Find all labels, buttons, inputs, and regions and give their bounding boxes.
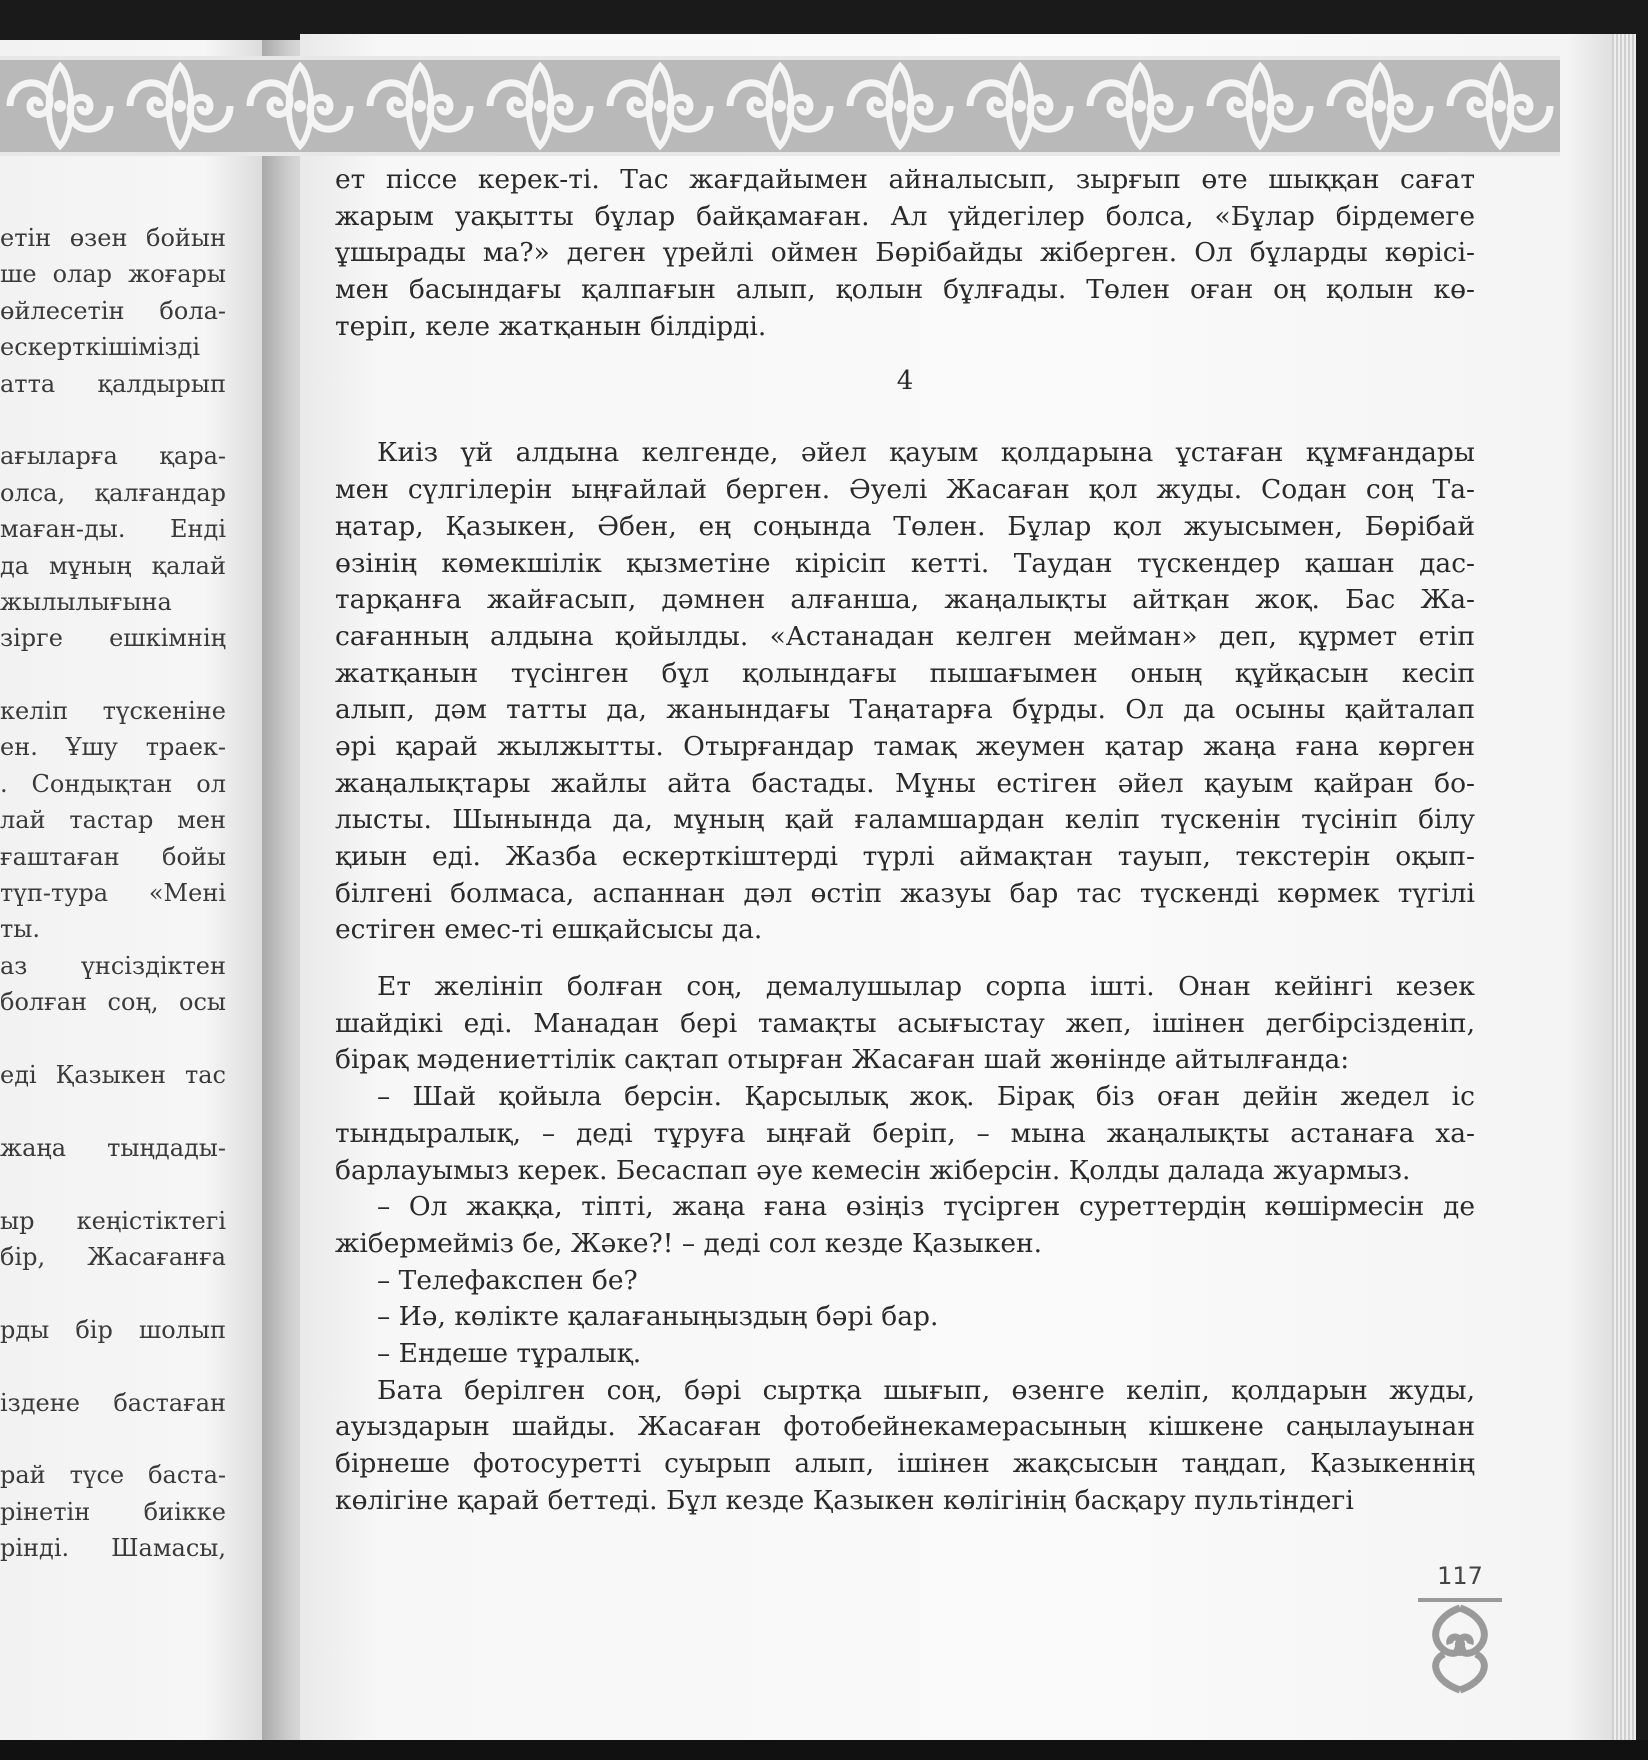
left-page-line: ескерткішімізді: [0, 333, 201, 362]
left-page-line: [0, 402, 226, 438]
left-page-line: өйлесетін бола-: [0, 296, 226, 325]
left-page-line: ше олар жоғары: [0, 260, 226, 289]
left-page-line: жылылығына: [0, 587, 172, 616]
left-page-line: зірге ешкімнің: [0, 624, 226, 653]
text-line: бірақ мәдениеттілік сақтап отырған Жасаған шай жөнінде айтылғанда:: [335, 1044, 1350, 1076]
text-line: ңатар, Қазыкен, Әбен, ең соңында Төлен. Бұлар қол жуысымен, Бөрібай: [335, 510, 1475, 542]
text-line: сағанның алдына қойылды. «Астанадан келген мейман» деп, құрмет етіп: [335, 620, 1475, 652]
left-page-line: келіп түскеніне: [0, 697, 226, 726]
dialogue-line-1: [335, 1079, 1475, 1189]
left-page-line: рінетін биікке: [0, 1497, 226, 1526]
scan-background: [0, 1740, 1648, 1760]
left-page-line: атта қалдырып: [0, 369, 226, 398]
left-page-line: рай түсе баста-: [0, 1461, 226, 1490]
left-page-line: маған-ды. Енді: [0, 515, 226, 544]
left-page-line: ағыларға қара-: [0, 442, 226, 471]
page-number: 117: [1437, 1562, 1483, 1590]
dialogue-line-2: [335, 1189, 1475, 1262]
text-line: жатқанын түсінген бұл қолындағы пышағымен оның құйқасын кесіп: [335, 657, 1475, 689]
text-line: барлауымыз керек. Бесаспап әуе кемесін жіберсін. Қолды далада жуармыз.: [335, 1154, 1411, 1186]
dialogue-line-5: – Ендеше тұралық.: [377, 1337, 642, 1369]
left-page-text: [0, 220, 226, 1566]
text-line: Ет желініп болған соң, демалушылар сорпа ішті. Онан кейінгі кезек: [377, 971, 1475, 1003]
left-page: [0, 40, 292, 1740]
left-page-line: [0, 1275, 226, 1311]
right-page-text: [335, 162, 1475, 1519]
left-page-line: [0, 1021, 226, 1057]
left-page-line: ты.: [0, 915, 41, 944]
left-page-line: лай тастар мен: [0, 806, 226, 835]
text-line: мен сүлгілерін ыңғайлай берген. Әуелі Жасаған қол жуды. Содан соң Та-: [335, 474, 1475, 506]
left-page-line: болған соң, осы: [0, 988, 226, 1017]
text-line: білгені болмаса, аспаннан дәл өстіп жазуы бар тас түскенді көрмек түгілі: [335, 877, 1475, 909]
left-page-line: [0, 1421, 226, 1457]
ornament-header-band: [0, 56, 1560, 156]
paragraph-continuation: [335, 162, 1475, 345]
left-page-line: ыр кеңістіктегі: [0, 1206, 226, 1235]
left-page-line: түп-тура «Мені: [0, 879, 226, 908]
text-line: алып, дәм татты да, жанындағы Таңатарға бұрды. Ол да осыны қайталап: [335, 694, 1475, 726]
text-line: мен басындағы қалпағын алып, қолын бұлғады. Төлен оған оң қолын кө-: [335, 274, 1475, 306]
left-page-line: рінді. Шамасы,: [0, 1534, 226, 1563]
text-line: ұшырады ма?» деген үрейлі оймен Бөрібайды жіберген. Ол бұларды көрісі-: [335, 237, 1475, 269]
text-line: өзінің көмекшілік қызметіне кірісіп кетті. Таудан түскендер қашан дас-: [335, 547, 1475, 579]
left-page-line: рды бір шолып: [0, 1315, 226, 1344]
text-line: Киіз үй алдына келгенде, әйел қауым қолдарына ұстаған құмғандары: [377, 437, 1475, 469]
left-page-line: [0, 657, 226, 693]
left-page-line: етін өзен бойын: [0, 224, 226, 252]
text-line: – Ол жаққа, тіпті, жаңа ғана өзіңіз түсірген суреттердің көшірмесін де: [377, 1191, 1475, 1223]
text-line: шайдікі еді. Манадан бері тамақты асығыстау жеп, ішінен дегбірсізденіп,: [335, 1007, 1475, 1039]
text-line: – Шай қойыла берсін. Қарсылық жоқ. Бірақ біз оған дейін жедел іс: [377, 1081, 1475, 1113]
text-line: жарым уақытты бұлар байқамаған. Ал үйдегілер болса, «Бұлар бірдемеге: [335, 200, 1475, 232]
paragraph-3: [335, 1373, 1475, 1520]
text-line: жаңалықтары жайлы айта бастады. Мұны естіген әйел қауым қайран бо-: [335, 767, 1475, 799]
text-line: тындыралық, – деді тұруға ыңғай беріп, – мына жаңалықты астанаға ха-: [335, 1117, 1475, 1149]
text-line: бірнеше фотосуретті суырып алып, ішінен жақсысын таңдап, Қазыкеннің: [335, 1448, 1475, 1479]
left-page-line: [0, 1348, 226, 1384]
text-line: ауыздарын шайды. Жасаған фотобейнекамерасының кішкене саңылауынан: [335, 1411, 1475, 1443]
left-page-line: ғаштаған бойы: [0, 842, 226, 871]
left-page-line: бір, Жасағанға: [0, 1242, 226, 1271]
text-line: ет піссе керек-ті. Тас жағдайымен айналысып, зырғып өте шыққан сағат: [335, 164, 1475, 195]
text-line: қиын еді. Жазба ескерткіштерді түрлі аймақтан тауып, текстерін оқып-: [335, 841, 1475, 872]
ornament-footer: [1414, 1594, 1506, 1704]
text-line: теріп, келе жатқанын білдірді.: [335, 310, 767, 342]
left-page-line: аз үнсіздіктен: [0, 951, 226, 980]
left-page-line: іздене бастаған: [0, 1388, 226, 1417]
left-page-line: [0, 1166, 226, 1202]
dialogue-line-4: – Иә, көлікте қалағаныңыздың бәрі бар.: [377, 1301, 939, 1333]
left-page-line: олса, қалғандар: [0, 478, 226, 507]
left-page-line: да мұның қалай: [0, 551, 226, 580]
text-line: жібермейміз бе, Жәке?! – деді сол кезде Қазыкен.: [335, 1227, 1043, 1259]
left-page-line: [0, 1093, 226, 1129]
left-page-line: еді Қазыкен тас: [0, 1060, 226, 1089]
text-line: әрі қарай жылжытты. Отырғандар тамақ жеумен қатар жаңа ғана көрген: [335, 730, 1475, 762]
page-edge: [1612, 34, 1636, 1740]
paragraph-1: [335, 435, 1475, 949]
left-page-line: . Сондықтан ол: [0, 769, 226, 798]
text-line: естіген емес-ті ешқайсысы да.: [335, 914, 763, 946]
chapter-number: 4: [896, 366, 914, 397]
left-page-line: ен. Ұшу траек-: [0, 733, 226, 762]
text-line: тарқанға жайғасып, дәмнен алғанша, жаңалықты айтқан жоқ. Бас Жа-: [335, 584, 1475, 616]
dialogue-line-3: – Телефакспен бе?: [377, 1264, 638, 1296]
paragraph-2: [335, 969, 1475, 1079]
left-page-line: жаңа тыңдады-: [0, 1133, 226, 1162]
text-line: көлігіне қарай беттеді. Бұл кезде Қазыкен көлігінің басқару пультіндегі: [335, 1484, 1354, 1516]
text-line: лысты. Шынында да, мұның қай ғаламшардан келіп түскенін түсініп білу: [335, 804, 1475, 836]
text-line: Бата берілген соң, бәрі сыртқа шығып, өзенге келіп, қолдарын жуды,: [377, 1374, 1475, 1406]
